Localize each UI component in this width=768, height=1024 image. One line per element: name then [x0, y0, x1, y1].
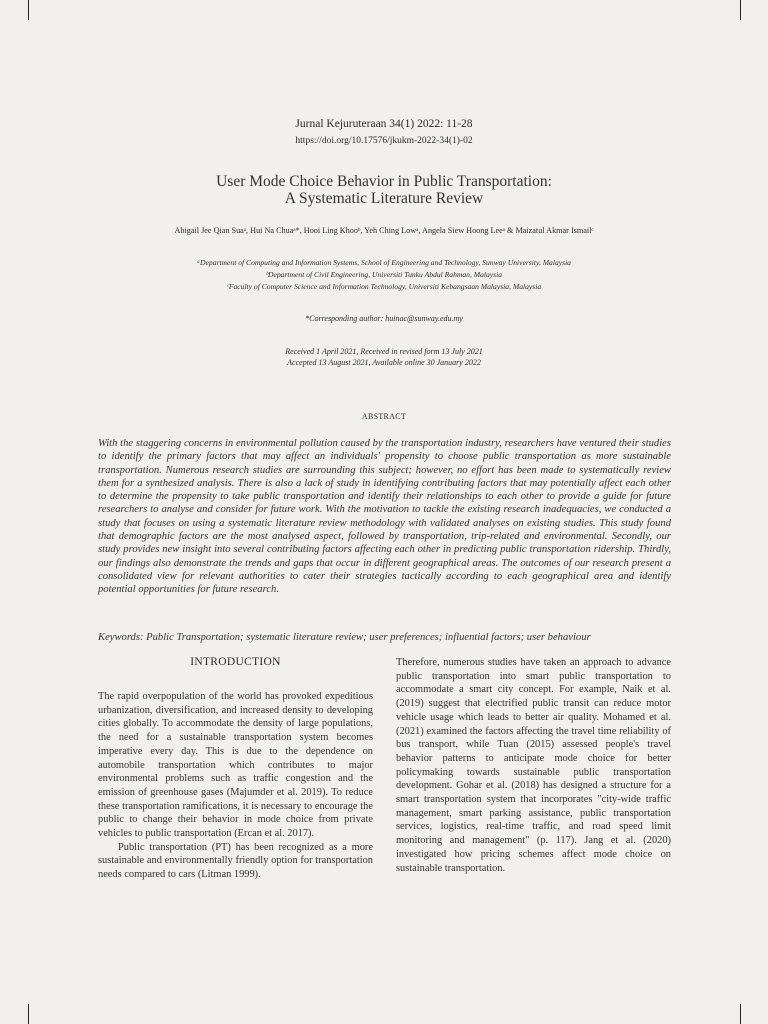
abstract-heading: ABSTRACT	[361, 412, 407, 421]
corresponding-author: *Corresponding author: huinac@sunway.edu.my	[305, 314, 463, 323]
intro-paragraph-2: Public transportation (PT) has been recognized as a more sustainable and environmentally friendly option for transportation needs compared to cars (Litman 1999).	[98, 841, 373, 881]
title-line-1: User Mode Choice Behavior in Public Transportation:	[216, 173, 552, 190]
crop-mark-top-right	[740, 0, 741, 20]
intro-paragraph-1: The rapid overpopulation of the world has provoked expeditious urbanization, diversification, and increased density to developing cities globally. To accommodate the density of large populations, the need for a sustainable transportation system becomes imperative every day. This is due to the dependence on automobile transportation which contributes to major environmental problems such as traffic congestion and the emission of greenhouse gases (Majumder et al. 2019). To reduce these transportation ramifications, it is necessary to encourage the public to change their behavior in mode choice from private vehicles to public transportation (Ercan et al. 2017).	[98, 691, 373, 840]
right-column	[396, 656, 671, 875]
keywords: Keywords: Public Transportation; systematic literature review; user preferences; influential factors; user behaviour	[98, 632, 591, 643]
author-list: Abigail Jee Qian Suaᵃ, Hui Na Chuaᵃ*, Hooi Ling Khooᵇ, Yeh Ching Lowᵃ, Angela Siew Hoong Leeᵃ & Maizatul Akmar Ismailᶜ	[174, 226, 594, 235]
left-column	[98, 690, 373, 882]
submission-dates	[0, 346, 768, 368]
title-line-2: A Systematic Literature Review	[284, 190, 484, 207]
crop-mark-top-left	[28, 0, 29, 20]
crop-mark-bottom-right	[740, 1004, 741, 1024]
journal-citation: Jurnal Kejuruteraan 34(1) 2022: 11-28	[295, 118, 473, 130]
affiliation-a: ᵃDepartment of Computing and Information Systems, School of Engineering and Technology, Sunway University, Malaysia	[197, 258, 571, 267]
dates-received: Received 1 April 2021, Received in revised form 13 July 2021	[285, 347, 483, 356]
affiliation-c: ᶜFaculty of Computer Science and Information Technology, Universiti Kebangsaan Malaysia, Malaysia	[226, 282, 542, 291]
paper-title	[0, 173, 768, 207]
doi-link[interactable]: https://doi.org/10.17576/jkukm-2022-34(1)-02	[295, 136, 473, 146]
dates-accepted: Accepted 13 August 2021, Available online 30 January 2022	[287, 358, 481, 367]
crop-mark-bottom-left	[28, 1004, 29, 1024]
intro-paragraph-3: Therefore, numerous studies have taken an approach to advance public transportation into smart public transportation to accommodate a smart city concept. For example, Naik et al. (2019) suggest that electrified public transit can reduce motor vehicle usage which leads to better air quality. Mohamed et al. (2021) examined the factors affecting the travel time reliability of bus transport, while Tuan (2015) assessed people's travel behavior patterns to anticipate mode choice for better policymaking towards sustainable public transportation development. Gohar et al. (2018) has designed a structure for a smart transportation system that incorporates "city-wide traffic management, smart parking assistance, public transportation services, logistics, real-time traffic, and road speed limit monitoring and management" (p. 117). Jang et al. (2020) investigated how pricing schemes affect mode choice on sustainable transportation.	[396, 657, 671, 874]
affiliation-b: ᵇDepartment of Civil Engineering, Universiti Tunku Abdul Rahman, Malaysia	[265, 270, 503, 279]
affiliations	[0, 257, 768, 293]
introduction-heading: INTRODUCTION	[190, 656, 281, 668]
abstract-text: With the staggering concerns in environmental pollution caused by the transportation industry, researchers have ventured their studies to identify the primary factors that may affect an individuals' propensity to choose public transportation as more sustainable transportation. Numerous research studies are surrounding this subject; however, no effort has been made to systematically review them for a synthesized analysis. There is also a lack of study in identifying contributing factors that may potentially affect each other to determine the propensity to take public transportation and identify their relationships to each other to provide a guide for future researchers to analyse and consider for future work. With the motivation to tackle the existing research inadequacies, we conducted a study that focuses on using a systematic literature review methodology with validated analyses on existing studies. This study found that demographic factors are the most analysed aspect, followed by transportation, trip-related and environmental. Secondly, our study provides new insight into several contributing factors affecting each other in predicting public transportation ridership. Thirdly, our findings also demonstrate the trends and gaps that occur in different geographical areas. The outcomes of our research present a consolidated view for relevant authorities to cater their strategies tactically according to each geographical area and identify potential opportunities for future research.	[98, 438, 671, 596]
